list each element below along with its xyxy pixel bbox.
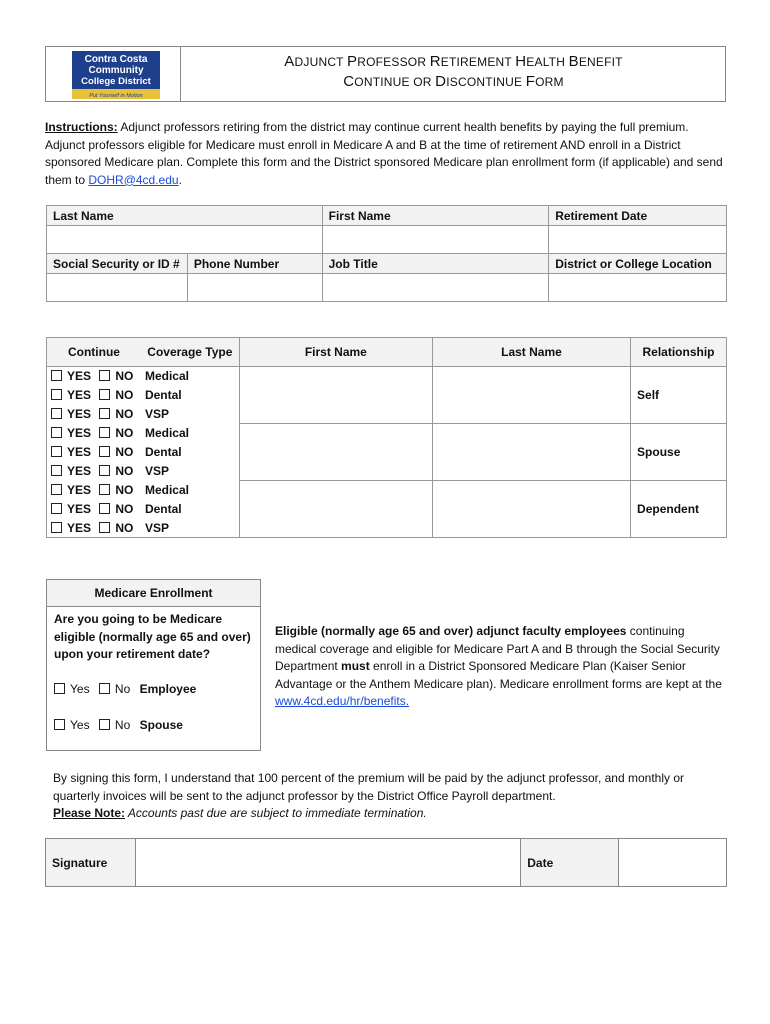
coverage-table: [46, 337, 727, 538]
relationship-self: Self: [631, 367, 727, 424]
district-logo: [72, 51, 160, 99]
coverage-row: YES NO VSP: [47, 518, 727, 537]
coverage-type: Dental: [141, 443, 239, 462]
coverage-row: YES NO Dental: [47, 443, 727, 462]
medicare-spouse-row: Yes No Spouse: [54, 718, 183, 732]
medicare-eligibility-note: Eligible (normally age 65 and over) adjunct faculty employees continuing medical coverage and eligible for Medicare Part A and B through the Social Security Department must enroll in a District Sponsored Medicare Plan (Kaiser Senior Advantage or the Anthem Medicare plan). Medicare enrollment forms are kept at the www.4cd.edu/hr/benefits.: [275, 624, 722, 708]
ssn-label: Social Security or ID #: [47, 254, 188, 274]
svg-text:Community: Community: [88, 65, 144, 76]
yes-checkbox[interactable]: [51, 408, 62, 419]
employee-yes-checkbox[interactable]: [54, 683, 65, 694]
benefits-link[interactable]: www.4cd.edu/hr/benefits.: [275, 694, 410, 708]
no-checkbox[interactable]: [99, 465, 110, 476]
yes-checkbox[interactable]: [51, 465, 62, 476]
coverage-row: YES NO Medical Self: [47, 367, 727, 386]
job-title-label: Job Title: [322, 254, 549, 274]
svg-text:Contra Costa: Contra Costa: [84, 54, 148, 65]
coverage-type: Medical: [141, 480, 239, 499]
no-checkbox[interactable]: [99, 389, 110, 400]
retirement-date-field[interactable]: [549, 226, 727, 254]
last-name-field[interactable]: [432, 424, 630, 481]
no-checkbox[interactable]: [99, 446, 110, 457]
coverage-type: Dental: [141, 499, 239, 518]
signature-label: Signature: [46, 839, 136, 887]
email-link[interactable]: DOHR@4cd.edu: [88, 172, 179, 187]
continue-header: Continue: [47, 338, 141, 367]
coverage-type: VSP: [141, 461, 239, 480]
svg-text:Put Yourself in Motion: Put Yourself in Motion: [89, 93, 143, 99]
yes-checkbox[interactable]: [51, 503, 62, 514]
signature-table: [45, 838, 727, 887]
first-name-field[interactable]: [322, 226, 549, 254]
no-checkbox[interactable]: [99, 427, 110, 438]
last-name-header: Last Name: [432, 338, 630, 367]
employee-no-checkbox[interactable]: [99, 683, 110, 694]
no-checkbox[interactable]: [99, 370, 110, 381]
ssn-field[interactable]: [47, 274, 188, 302]
retirement-date-label: Retirement Date: [549, 206, 727, 226]
date-label: Date: [521, 839, 619, 887]
yes-checkbox[interactable]: [51, 484, 62, 495]
last-name-field[interactable]: [47, 226, 323, 254]
medicare-enrollment-box: [46, 579, 261, 751]
logo-cell: [46, 47, 181, 101]
location-label: District or College Location: [549, 254, 727, 274]
yes-checkbox[interactable]: [51, 522, 62, 533]
medicare-employee-row: Yes No Employee: [54, 682, 196, 696]
coverage-type: Medical: [141, 367, 239, 386]
coverage-row: YES NO VSP: [47, 461, 727, 480]
last-name-field[interactable]: [432, 480, 630, 537]
coverage-row: YES NO VSP: [47, 405, 727, 424]
date-field[interactable]: [619, 839, 727, 887]
svg-text:College District: College District: [81, 76, 151, 87]
coverage-row: YES NO Dental: [47, 386, 727, 405]
first-name-header: First Name: [239, 338, 432, 367]
no-checkbox[interactable]: [99, 503, 110, 514]
medicare-question: Are you going to be Medicare eligible (normally age 65 and over) upon your retirement date?: [54, 612, 251, 661]
phone-label: Phone Number: [187, 254, 322, 274]
yes-checkbox[interactable]: [51, 446, 62, 457]
no-checkbox[interactable]: [99, 522, 110, 533]
personal-info-table: [46, 205, 727, 302]
instructions-label: Instructions:: [45, 120, 118, 134]
relationship-header: Relationship: [631, 338, 727, 367]
last-name-label: Last Name: [47, 206, 323, 226]
coverage-type: VSP: [141, 518, 239, 537]
coverage-row: YES NO Medical Spouse: [47, 424, 727, 443]
yes-checkbox[interactable]: [51, 370, 62, 381]
spouse-yes-checkbox[interactable]: [54, 719, 65, 730]
coverage-type: Dental: [141, 386, 239, 405]
coverage-row: YES NO Medical Dependent: [47, 480, 727, 499]
coverage-row: YES NO Dental: [47, 499, 727, 518]
coverage-type: VSP: [141, 405, 239, 424]
signing-statement: By signing this form, I understand that 100 percent of the premium will be paid by the adjunct professor, and monthly or quarterly invoices will be sent to the adjunct professor by the District Office Payroll department. Please Note: Accounts past due are subject to immediate termination.: [53, 771, 685, 820]
first-name-field[interactable]: [239, 367, 432, 424]
coverage-type-header: Coverage Type: [141, 338, 239, 367]
title-line-1: ADJUNCT PROFESSOR RETIREMENT HEALTH BENEFIT: [284, 53, 623, 70]
last-name-field[interactable]: [432, 367, 630, 424]
signature-field[interactable]: [135, 839, 520, 887]
first-name-field[interactable]: [239, 424, 432, 481]
instructions: Instructions: Adjunct professors retiring from the district may continue current health benefits by paying the full premium. Adjunct professors eligible for Medicare must enroll in Medicare A and B at the time of retirement AND enroll in a District sponsored Medicare plan. Complete this form and the District sponsored Medicare plan enrollment form (if applicable) and send them to DOHR@4cd.edu.: [45, 120, 723, 187]
relationship-spouse: Spouse: [631, 424, 727, 481]
first-name-label: First Name: [322, 206, 549, 226]
yes-checkbox[interactable]: [51, 427, 62, 438]
phone-field[interactable]: [187, 274, 322, 302]
no-checkbox[interactable]: [99, 484, 110, 495]
relationship-dependent: Dependent: [631, 480, 727, 537]
title-line-2: CONTINUE OR DISCONTINUE FORM: [343, 73, 564, 90]
job-title-field[interactable]: [322, 274, 549, 302]
location-field[interactable]: [549, 274, 727, 302]
form-header: [45, 46, 726, 102]
first-name-field[interactable]: [239, 480, 432, 537]
please-note-label: Please Note:: [53, 806, 126, 820]
coverage-type: Medical: [141, 424, 239, 443]
no-checkbox[interactable]: [99, 408, 110, 419]
yes-checkbox[interactable]: [51, 389, 62, 400]
medicare-heading: Medicare Enrollment: [47, 580, 260, 607]
spouse-no-checkbox[interactable]: [99, 719, 110, 730]
form-title: [181, 47, 726, 101]
